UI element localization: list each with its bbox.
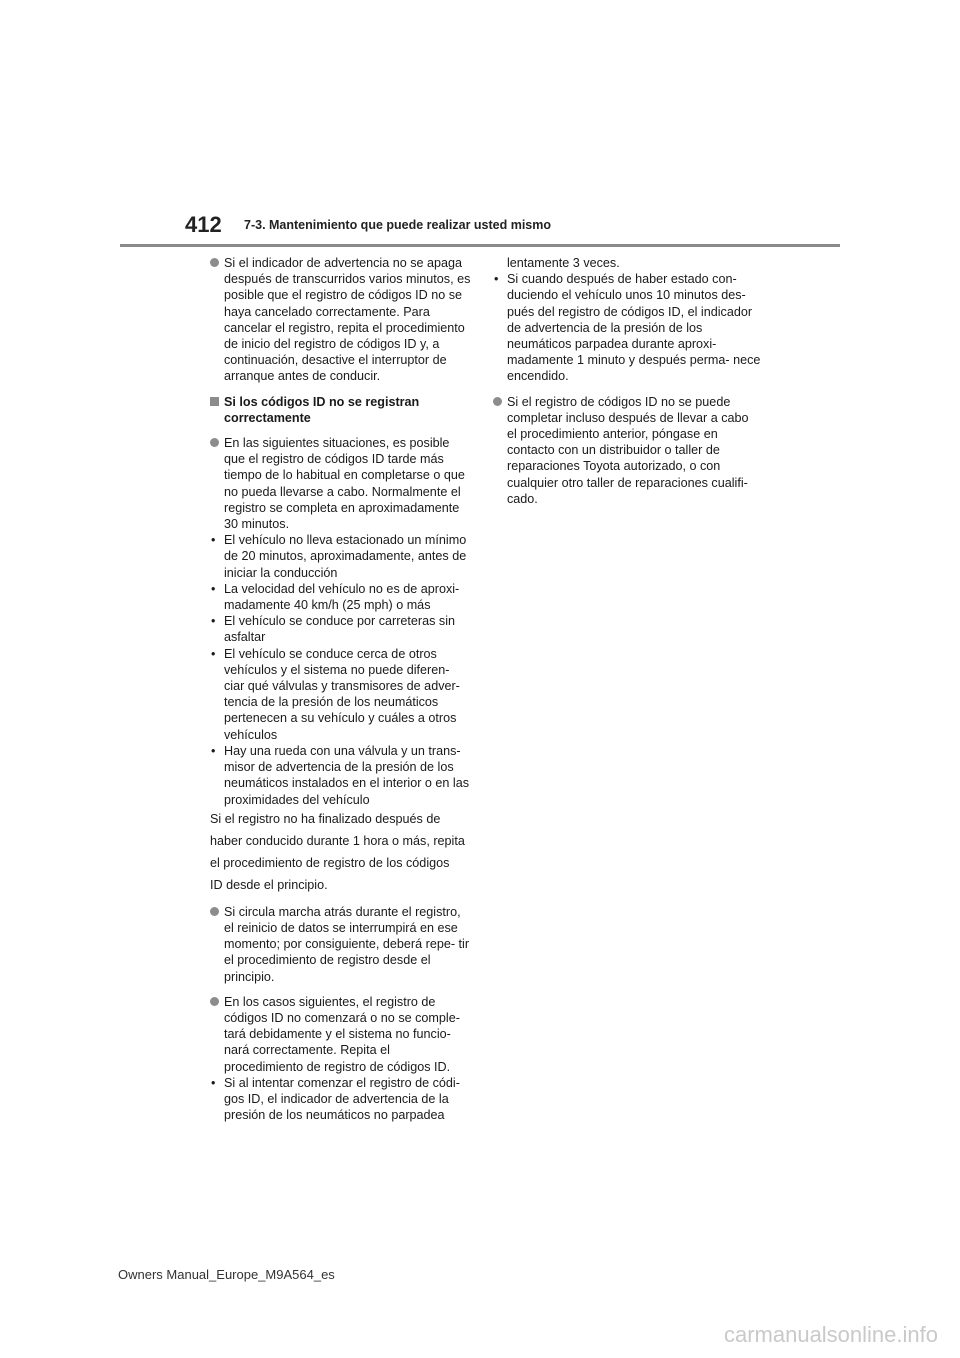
bullet-list [210,532,472,807]
bullet-list [210,1075,472,1124]
list-item: • Hay una rueda con una válvula y un trans- misor de advertencia de la presión de los neumáticos instalados en el interior o en las proximidades del vehículo [211,743,470,807]
plain-paragraph: Si el registro no ha finalizado después de haber conducido durante 1 hora o más, repita el procedimiento de registro de los códigos ID desde el principio. [210,811,465,892]
note-reverse [210,904,472,985]
circle-bullet-icon [493,397,502,406]
note-situations [210,435,472,895]
circle-bullet-icon [210,438,219,447]
circle-bullet-icon [210,907,219,916]
bullet-icon: • [494,272,499,287]
circle-bullet-icon [210,997,219,1006]
continued-text: lentamente 3 veces. [507,256,620,270]
heading-text: Si los códigos ID no se registran correctamente [224,394,420,425]
square-bullet-icon [210,397,219,406]
paragraph: Si el registro de códigos ID no se puede completar incluso después de llevar a cabo el procedimiento anterior, póngase en contacto con un distribuidor o taller de reparaciones Toyota autorizado, o con cualquier otro taller de reparaciones cualifi- cado. [507,394,749,506]
list-item: • Si cuando después de haber estado con- duciendo el vehículo unos 10 minutos des- pués del registro de códigos ID, el indicador de advertencia de la presión de los neumáticos parpadea durante aproxi- madamente 1 minuto y después perma- nece encendido. [494,272,761,384]
bullet-icon: • [211,533,216,548]
paragraph: En los casos siguientes, el registro de códigos ID no comenzará o no se comple- tará debidamente y el sistema no funcio- nará correctamente. Repita el procedimiento de registro de códigos ID. [224,994,460,1074]
section-title: 7-3. Mantenimiento que puede realizar usted mismo [244,218,552,232]
list-item: • La velocidad del vehículo no es de aproxi- madamente 40 km/h (25 mph) o más [211,581,460,613]
bullet-icon: • [211,743,216,758]
list-item: • El vehículo no lleva estacionado un mínimo de 20 minutos, aproximadamente, antes de iniciar la conducción [211,533,467,580]
list-item: • El vehículo se conduce por carreteras sin asfaltar [211,614,456,645]
note-cases [210,994,472,1124]
bullet-icon: • [211,581,216,596]
left-column [210,255,472,1132]
page-number: 412 [185,212,222,237]
bullet-icon: • [211,646,216,661]
header-rule [120,244,840,247]
footer-manual-id: Owners Manual_Europe_M9A564_es [118,1267,335,1282]
continued-list [493,255,761,385]
paragraph: En las siguientes situaciones, es posible que el registro de códigos ID tarde más tiempo de lo habitual en completarse o que no pueda llevarse a cabo. Normalmente el registro se completa en aproximadamente 30 minutos. [224,436,465,532]
note-warning-indicator [210,255,472,385]
subsection-heading [210,394,472,426]
list-item: • El vehículo se conduce cerca de otros vehículos y el sistema no puede diferen- ciar qué válvulas y transmisores de adver- tencia de la presión de los neumáticos pertenecen a su vehículo y cuáles a otros vehículos [211,646,460,742]
paragraph: Si circula marcha atrás durante el registro, el reinicio de datos se interrumpirá en ese momento; por consiguiente, deberá repe- tir el procedimiento de registro desde el principio. [224,904,470,984]
circle-bullet-icon [210,258,219,267]
paragraph: Si el indicador de advertencia no se apaga después de transcurridos varios minutos, es posible que el registro de códigos ID no se haya cancelado correctamente. Para cancelar el registro, repita el procedimiento de inicio del registro de códigos ID y, a continuación, desactive el interruptor de arranque antes de conducir. [224,256,471,384]
bullet-icon: • [211,1075,216,1090]
watermark: carmanualsonline.info [723,1322,938,1347]
list-item: • Si al intentar comenzar el registro de códi- gos ID, el indicador de advertencia de la presión de los neumáticos no parpadea [211,1075,460,1123]
bullet-icon: • [211,614,216,629]
right-column [493,255,761,516]
note-contact-dealer [493,394,761,507]
